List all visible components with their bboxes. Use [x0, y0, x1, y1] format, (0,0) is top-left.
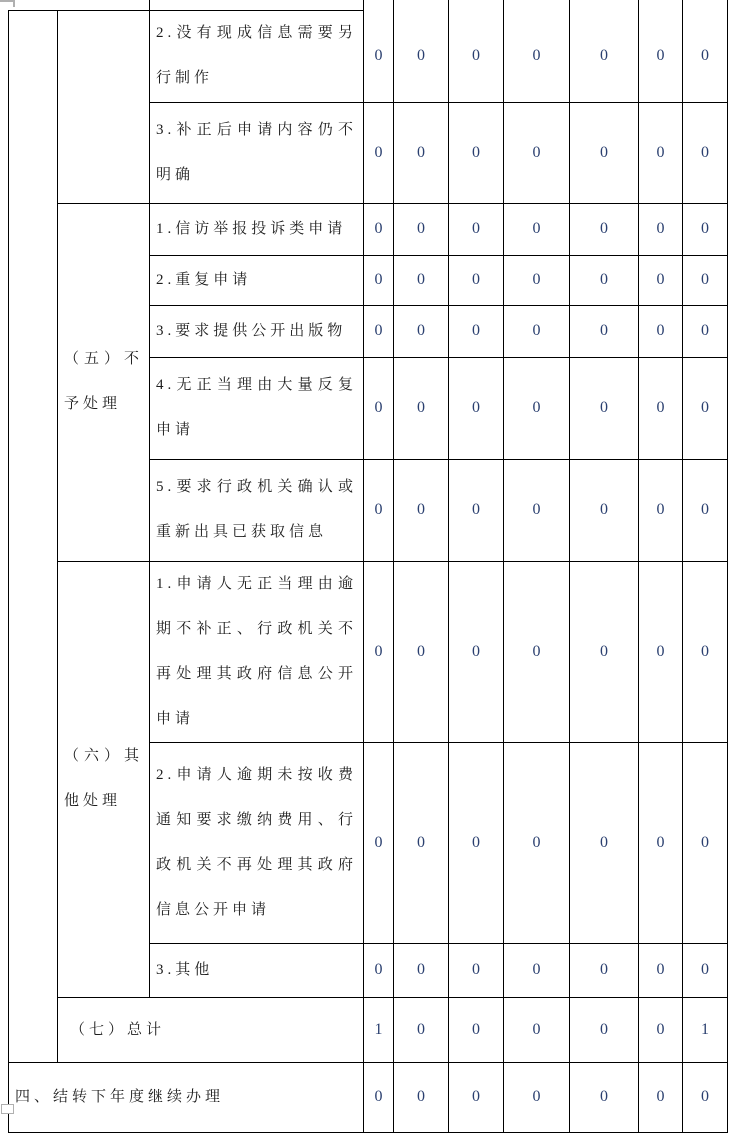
- value-cell: 0: [364, 102, 394, 203]
- value-cell: 0: [570, 203, 639, 255]
- item-cell: 5.要求行政机关确认或重新出具已获取信息: [150, 459, 364, 561]
- value-cell: 0: [504, 357, 570, 459]
- value-cell: 0: [570, 305, 639, 357]
- value-cell: 0: [570, 742, 639, 943]
- item-cell: 1.信访举报投诉类申请: [150, 203, 364, 255]
- value-cell: 0: [364, 943, 394, 997]
- value-cell: 0: [683, 561, 728, 742]
- value-cell: 0: [639, 943, 683, 997]
- value-cell: 0: [683, 1062, 728, 1132]
- value-cell: 0: [639, 203, 683, 255]
- value-cell: 0: [683, 203, 728, 255]
- value-cell: 0: [449, 997, 504, 1062]
- value-cell: 0: [394, 459, 449, 561]
- table-row: [9, 203, 728, 255]
- item-cell: 3.要求提供公开出版物: [150, 305, 364, 357]
- value-cell: 0: [364, 561, 394, 742]
- value-cell: [449, 0, 504, 10]
- value-cell: 0: [683, 459, 728, 561]
- value-cell: 0: [364, 742, 394, 943]
- value-cell: 0: [394, 742, 449, 943]
- value-cell: [570, 0, 639, 10]
- value-cell: 0: [449, 102, 504, 203]
- outer-spanner-cell: [9, 10, 58, 1062]
- section-label-cell-empty: [58, 10, 150, 203]
- value-cell: 0: [570, 1062, 639, 1132]
- value-cell: 0: [449, 1062, 504, 1132]
- value-cell: 0: [504, 997, 570, 1062]
- value-cell: 0: [364, 305, 394, 357]
- value-cell: 0: [683, 305, 728, 357]
- value-cell: 0: [449, 357, 504, 459]
- value-cell: 0: [449, 203, 504, 255]
- value-cell: 0: [570, 943, 639, 997]
- value-cell: 0: [394, 1062, 449, 1132]
- value-cell: 0: [449, 742, 504, 943]
- value-cell: 0: [683, 943, 728, 997]
- value-cell: 0: [504, 459, 570, 561]
- value-cell: [364, 0, 394, 10]
- value-cell: 0: [570, 459, 639, 561]
- item-cell: 3.补正后申请内容仍不明确: [150, 102, 364, 203]
- value-cell: 0: [504, 102, 570, 203]
- value-cell: 0: [639, 561, 683, 742]
- carryover-label-cell: 四、结转下年度继续办理: [9, 1062, 364, 1132]
- value-cell: 0: [683, 255, 728, 305]
- value-cell: 0: [394, 357, 449, 459]
- cutoff-cell: [150, 0, 364, 10]
- value-cell: 0: [504, 943, 570, 997]
- table-row-carryover: [9, 1062, 728, 1132]
- value-cell: 0: [639, 459, 683, 561]
- value-cell: 0: [504, 561, 570, 742]
- value-cell: 0: [449, 255, 504, 305]
- value-cell: 0: [504, 10, 570, 102]
- item-cell: 2.没有现成信息需要另行制作: [150, 10, 364, 102]
- value-cell: [504, 0, 570, 10]
- item-cell: 3.其他: [150, 943, 364, 997]
- value-cell: 0: [639, 305, 683, 357]
- value-cell: 0: [570, 10, 639, 102]
- value-cell: 0: [449, 305, 504, 357]
- value-cell: 1: [364, 997, 394, 1062]
- total-label-cell: （七）总计: [58, 997, 364, 1062]
- item-cell: 2.申请人逾期未按收费通知要求缴纳费用、行政机关不再处理其政府信息公开申请: [150, 742, 364, 943]
- value-cell: 0: [364, 203, 394, 255]
- value-cell: 0: [570, 255, 639, 305]
- value-cell: [683, 0, 728, 10]
- value-cell: 0: [639, 357, 683, 459]
- value-cell: 0: [504, 1062, 570, 1132]
- value-cell: 1: [683, 997, 728, 1062]
- value-cell: 0: [364, 357, 394, 459]
- value-cell: 0: [683, 357, 728, 459]
- value-cell: 0: [364, 10, 394, 102]
- item-cell: 4.无正当理由大量反复申请: [150, 357, 364, 459]
- table-row: [9, 561, 728, 742]
- value-cell: 0: [394, 997, 449, 1062]
- value-cell: 0: [394, 102, 449, 203]
- value-cell: 0: [683, 10, 728, 102]
- value-cell: 0: [394, 255, 449, 305]
- value-cell: 0: [394, 305, 449, 357]
- selection-handle-bottom-left-icon: [1, 1104, 14, 1114]
- value-cell: 0: [449, 10, 504, 102]
- value-cell: 0: [394, 203, 449, 255]
- value-cell: 0: [570, 997, 639, 1062]
- value-cell: 0: [683, 742, 728, 943]
- item-cell: 1.申请人无正当理由逾期不补正、行政机关不再处理其政府信息公开申请: [150, 561, 364, 742]
- value-cell: 0: [504, 305, 570, 357]
- value-cell: 0: [639, 1062, 683, 1132]
- section-label-cell: （六）其他处理: [58, 561, 150, 997]
- value-cell: [639, 0, 683, 10]
- value-cell: 0: [364, 459, 394, 561]
- value-cell: 0: [394, 561, 449, 742]
- value-cell: 0: [639, 255, 683, 305]
- selection-handle-top-left-icon: [0, 0, 15, 7]
- value-cell: 0: [570, 561, 639, 742]
- table-row: [9, 10, 728, 102]
- value-cell: 0: [364, 255, 394, 305]
- item-cell: 2.重复申请: [150, 255, 364, 305]
- table-row: [9, 0, 728, 10]
- value-cell: 0: [683, 102, 728, 203]
- value-cell: 0: [449, 943, 504, 997]
- value-cell: 0: [449, 459, 504, 561]
- value-cell: 0: [570, 102, 639, 203]
- value-cell: 0: [639, 742, 683, 943]
- value-cell: 0: [504, 203, 570, 255]
- value-cell: 0: [504, 742, 570, 943]
- value-cell: 0: [449, 561, 504, 742]
- value-cell: 0: [639, 997, 683, 1062]
- value-cell: 0: [639, 102, 683, 203]
- value-cell: [394, 0, 449, 10]
- value-cell: 0: [394, 943, 449, 997]
- table-row-total: [9, 997, 728, 1062]
- value-cell: 0: [364, 1062, 394, 1132]
- disclosure-report-table: [8, 0, 728, 1133]
- value-cell: 0: [394, 10, 449, 102]
- cutoff-cell: [9, 0, 150, 10]
- value-cell: 0: [504, 255, 570, 305]
- value-cell: 0: [570, 357, 639, 459]
- section-label-cell: （五）不予处理: [58, 203, 150, 561]
- value-cell: 0: [639, 10, 683, 102]
